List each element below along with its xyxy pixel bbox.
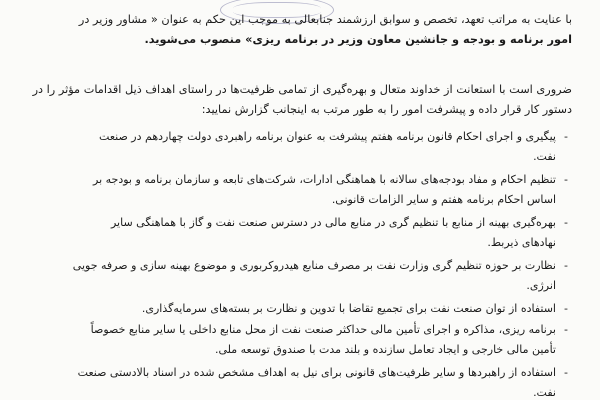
bullet-line-1: پیگیری و اجرای احکام قانون برنامه هفتم پیشرفت به عنوان برنامه راهبردی دولت چهاردهم در صنعت [99,130,556,143]
bullet-dash: - [564,366,568,379]
bullet-item [32,127,572,167]
body-line-2: دستور کار قرار داده و پیشرفت امور را به طور مرتب به اینجانب گزارش نمایید: [201,103,572,116]
bullet-item [32,299,572,319]
bullet-item [32,320,572,360]
bullet-dash: - [564,302,568,315]
bullet-line-1: استفاده از توان صنعت نفت برای تجمیع تقاضا با تدوین و نظارت بر بسته‌های سرمایه‌گذاری. [141,302,556,315]
bullet-item [32,363,572,400]
intro-line-2: امور برنامه و بودجه و جانشین معاون وزیر در برنامه ریزی» منصوب می‌شوید. [144,33,572,46]
bullet-line-2: انرژی. [526,279,556,292]
intro-line-1: با عنایت به مراتب تعهد، تخصص و سوابق ارزشمند جنابعالی به موجب این حکم به عنوان « مشاور وزیر در [78,13,572,26]
bullet-dash: - [564,259,568,272]
bullet-line-2: نهادهای ذیربط. [487,236,556,249]
body-paragraph [32,80,572,120]
bullet-item [32,256,572,296]
bullet-line-2: نفت. [533,150,556,163]
bullet-line-1: برنامه ریزی، مذاکره و اجرای تأمین مالی حداکثر صنعت نفت از محل منابع داخلی یا سایر منابع خصوصاً [90,323,556,336]
bullet-dash: - [564,216,568,229]
bullet-dash: - [564,130,568,143]
bullet-item [32,170,572,210]
bullet-line-1: نظارت بر حوزه تنظیم گری وزارت نفت بر مصرف منابع هیدروکربوری و موضوع بهینه سازی و صرفه جویی [72,259,556,272]
bullet-line-1: استفاده از راهبردها و سایر ظرفیت‌های قانونی برای نیل به اهداف مشخص شده در اسناد بالادستی صنعت [77,366,556,379]
bullet-line-2: نفت. [533,386,556,399]
bullet-line-2: تأمین مالی خارجی و ایجاد تعامل سازنده و بلند مدت با صندوق توسعه ملی. [214,343,556,356]
body-line-1: ضروری است با استعانت از خداوند متعال و بهره‌گیری از تمامی ظرفیت‌ها در راستای اهداف ذیل اقدامات مؤثر را در [32,83,572,96]
bullet-line-1: تنظیم احکام و مفاد بودجه‌های سالانه با هماهنگی ادارات، شرکت‌های تابعه و سازمان برنامه و بودجه بر [93,173,556,186]
bullet-dash: - [564,173,568,186]
bullet-line-2: اساس احکام برنامه هفتم و سایر الزامات قانونی. [331,193,556,206]
bullet-item [32,213,572,253]
bullet-line-1: بهره‌گیری بهینه از منابع با تنظیم گری در منابع مالی در دسترس صنعت نفت و گاز با هماهنگی سایر [110,216,556,229]
intro-paragraph [32,10,572,50]
bullet-dash: - [564,323,568,336]
